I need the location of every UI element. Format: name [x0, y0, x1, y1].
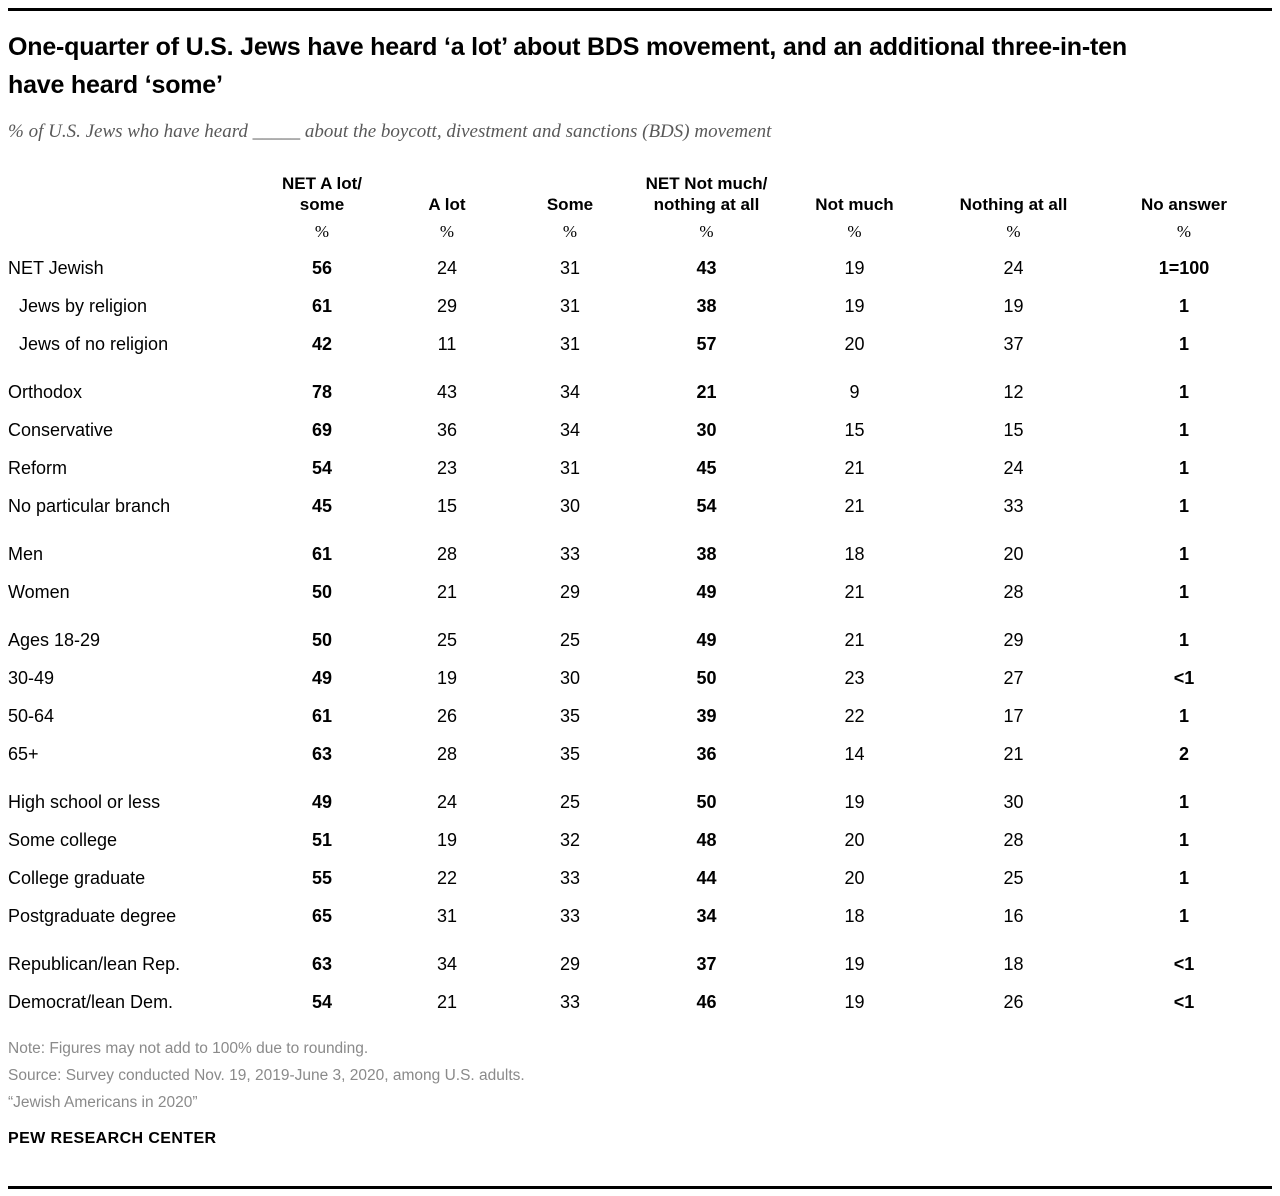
value-cell: 19 [1003, 295, 1024, 316]
value-cell: 35 [559, 705, 581, 726]
value-cell: 50 [696, 791, 717, 812]
value-cell: <1 [1173, 667, 1195, 688]
value-cell: 1 [1178, 867, 1189, 888]
value-cell: 31 [559, 457, 581, 478]
value-cell: 16 [1003, 905, 1024, 926]
unit-cell: % [699, 222, 714, 241]
value-cell: 25 [1003, 867, 1024, 888]
row-label: NET Jewish [8, 257, 104, 278]
source-text: Source: Survey conducted Nov. 19, 2019-June 3, 2020, among U.S. adults. [8, 1067, 525, 1084]
table-row [8, 525, 1272, 573]
col-header: No answer [1141, 195, 1227, 214]
value-cell: 42 [311, 333, 333, 354]
value-cell: 19 [844, 953, 865, 974]
value-cell: 2 [1178, 743, 1189, 764]
footnotes [8, 1035, 1272, 1116]
value-cell: 20 [844, 867, 865, 888]
value-cell: 19 [436, 667, 458, 688]
value-cell: 34 [559, 419, 581, 440]
table-row [8, 735, 1272, 773]
value-cell: 49 [696, 581, 717, 602]
table-body [8, 249, 1272, 1021]
value-cell: 51 [311, 829, 333, 850]
table-row [8, 325, 1272, 363]
unit-row [8, 215, 1272, 249]
value-cell: 1=100 [1158, 257, 1210, 278]
value-cell: 1 [1178, 829, 1189, 850]
value-cell: 43 [436, 381, 458, 402]
value-cell: 38 [696, 295, 717, 316]
value-cell: 1 [1178, 381, 1189, 402]
value-cell: 37 [696, 953, 717, 974]
table-row [8, 411, 1272, 449]
table-row [8, 821, 1272, 859]
value-cell: 49 [696, 629, 717, 650]
col-header: NET Not much/ nothing at all [645, 174, 768, 214]
brand-wordmark: PEW RESEARCH CENTER [8, 1130, 217, 1147]
unit-blank-cell [8, 215, 255, 249]
unit-cell: % [847, 222, 862, 241]
value-cell: 21 [844, 581, 865, 602]
row-label: College graduate [8, 867, 146, 888]
value-cell: 49 [311, 791, 333, 812]
value-cell: 45 [696, 457, 717, 478]
value-cell: 1 [1178, 791, 1189, 812]
value-cell: 25 [559, 629, 581, 650]
value-cell: 28 [436, 743, 458, 764]
table-row [8, 935, 1272, 983]
unit-cell: % [314, 222, 330, 241]
row-label: Ages 18-29 [8, 629, 101, 650]
value-cell: 19 [844, 991, 865, 1012]
table-row [8, 897, 1272, 935]
value-cell: 28 [436, 543, 458, 564]
row-label: 30-49 [8, 667, 55, 688]
value-cell: 23 [844, 667, 865, 688]
value-cell: 69 [311, 419, 333, 440]
row-label: 50-64 [8, 705, 55, 726]
value-cell: 1 [1178, 581, 1189, 602]
value-cell: 36 [696, 743, 717, 764]
value-cell: 55 [311, 867, 333, 888]
value-cell: 33 [559, 543, 581, 564]
value-cell: 21 [1003, 743, 1024, 764]
value-cell: 15 [1003, 419, 1024, 440]
value-cell: 32 [559, 829, 581, 850]
col-header: A lot [428, 195, 466, 214]
value-cell: 20 [1003, 543, 1024, 564]
corner-cell [8, 159, 255, 215]
header-row [8, 159, 1272, 215]
row-label: Jews of no religion [19, 333, 169, 354]
value-cell: 57 [696, 333, 717, 354]
value-cell: 21 [844, 457, 865, 478]
unit-cell: % [439, 222, 455, 241]
value-cell: 26 [436, 705, 458, 726]
value-cell: 1 [1178, 457, 1189, 478]
table-row [8, 363, 1272, 411]
value-cell: 37 [1003, 333, 1024, 354]
value-cell: 24 [436, 791, 458, 812]
value-cell: 22 [436, 867, 458, 888]
value-cell: 63 [311, 953, 333, 974]
value-cell: 19 [436, 829, 458, 850]
value-cell: 30 [559, 667, 581, 688]
row-label: Orthodox [8, 381, 83, 402]
row-label: Republican/lean Rep. [8, 953, 181, 974]
value-cell: 31 [436, 905, 458, 926]
value-cell: 46 [696, 991, 717, 1012]
value-cell: 18 [844, 905, 865, 926]
value-cell: 54 [696, 495, 717, 516]
value-cell: 50 [311, 629, 333, 650]
unit-cell: % [562, 222, 578, 241]
value-cell: 34 [696, 905, 717, 926]
value-cell: 33 [559, 905, 581, 926]
row-label: Jews by religion [19, 295, 148, 316]
value-cell: 35 [559, 743, 581, 764]
value-cell: 61 [311, 295, 333, 316]
value-cell: 43 [696, 257, 717, 278]
row-label: Women [8, 581, 70, 602]
value-cell: 30 [1003, 791, 1024, 812]
table-row [8, 859, 1272, 897]
value-cell: 61 [311, 705, 333, 726]
value-cell: 1 [1178, 333, 1189, 354]
table-row [8, 983, 1272, 1021]
value-cell: 34 [436, 953, 458, 974]
value-cell: 29 [1003, 629, 1024, 650]
data-table [8, 159, 1272, 1021]
col-header: Some [546, 195, 594, 214]
value-cell: 28 [1003, 829, 1024, 850]
value-cell: 39 [696, 705, 717, 726]
value-cell: 31 [559, 295, 581, 316]
value-cell: 1 [1178, 419, 1189, 440]
value-cell: 21 [844, 629, 865, 650]
row-label: Postgraduate degree [8, 905, 177, 926]
value-cell: 23 [436, 457, 458, 478]
value-cell: 45 [311, 495, 333, 516]
col-header: Not much [815, 195, 894, 214]
value-cell: 14 [844, 743, 865, 764]
row-label: Reform [8, 457, 68, 478]
chart-title: One-quarter of U.S. Jews have heard ‘a lot’ about BDS movement, and an additional three-in-ten have heard ‘some’ [8, 33, 1127, 99]
value-cell: 54 [311, 457, 333, 478]
value-cell: 25 [559, 791, 581, 812]
table-row [8, 573, 1272, 611]
col-header: NET A lot/ some [282, 174, 362, 214]
value-cell: 50 [311, 581, 333, 602]
table-row [8, 487, 1272, 525]
table-row [8, 287, 1272, 325]
value-cell: 1 [1178, 295, 1189, 316]
value-cell: 19 [844, 295, 865, 316]
value-cell: 26 [1003, 991, 1024, 1012]
value-cell: 1 [1178, 705, 1189, 726]
value-cell: 27 [1003, 667, 1024, 688]
value-cell: 29 [559, 581, 581, 602]
table-row [8, 449, 1272, 487]
row-label: Conservative [8, 419, 114, 440]
value-cell: 12 [1003, 381, 1024, 402]
value-cell: 36 [436, 419, 458, 440]
value-cell: 1 [1178, 629, 1189, 650]
note-text: Note: Figures may not add to 100% due to rounding. [8, 1040, 369, 1057]
value-cell: 17 [1003, 705, 1024, 726]
value-cell: 49 [311, 667, 333, 688]
value-cell: 1 [1178, 495, 1189, 516]
value-cell: 18 [844, 543, 865, 564]
value-cell: 25 [436, 629, 458, 650]
value-cell: 48 [696, 829, 717, 850]
value-cell: 22 [844, 705, 865, 726]
value-cell: 9 [849, 381, 860, 402]
value-cell: 21 [844, 495, 865, 516]
value-cell: 56 [311, 257, 333, 278]
value-cell: <1 [1173, 991, 1195, 1012]
value-cell: 29 [559, 953, 581, 974]
value-cell: 33 [1003, 495, 1024, 516]
value-cell: 1 [1178, 543, 1189, 564]
row-label: No particular branch [8, 495, 171, 516]
value-cell: 38 [696, 543, 717, 564]
value-cell: 20 [844, 829, 865, 850]
col-header: Nothing at all [959, 195, 1068, 214]
value-cell: 33 [559, 867, 581, 888]
value-cell: 24 [436, 257, 458, 278]
table-row [8, 773, 1272, 821]
value-cell: 31 [559, 257, 581, 278]
value-cell: 15 [436, 495, 458, 516]
top-rule [8, 8, 1272, 11]
value-cell: 50 [696, 667, 717, 688]
row-label: 65+ [8, 743, 39, 764]
value-cell: 78 [311, 381, 333, 402]
value-cell: 24 [1003, 457, 1024, 478]
value-cell: 21 [696, 381, 717, 402]
value-cell: 28 [1003, 581, 1024, 602]
value-cell: 61 [311, 543, 333, 564]
value-cell: 1 [1178, 905, 1189, 926]
value-cell: 20 [844, 333, 865, 354]
value-cell: 21 [436, 581, 458, 602]
unit-cell: % [1006, 222, 1021, 241]
value-cell: 33 [559, 991, 581, 1012]
value-cell: 19 [844, 257, 865, 278]
table-row [8, 697, 1272, 735]
row-label: Democrat/lean Dem. [8, 991, 174, 1012]
table-head [8, 159, 1272, 249]
value-cell: 18 [1003, 953, 1024, 974]
value-cell: 63 [311, 743, 333, 764]
value-cell: 34 [559, 381, 581, 402]
row-label: Men [8, 543, 44, 564]
value-cell: 65 [311, 905, 333, 926]
row-label: High school or less [8, 791, 161, 812]
table-row [8, 659, 1272, 697]
value-cell: 29 [436, 295, 458, 316]
value-cell: <1 [1173, 953, 1195, 974]
citation-text: “Jewish Americans in 2020” [8, 1094, 198, 1111]
value-cell: 24 [1003, 257, 1024, 278]
value-cell: 31 [559, 333, 581, 354]
value-cell: 19 [844, 791, 865, 812]
table-row [8, 249, 1272, 287]
value-cell: 15 [844, 419, 865, 440]
row-label: Some college [8, 829, 118, 850]
chart-subtitle: % of U.S. Jews who have heard _____ about the boycott, divestment and sanctions (BDS) movement [8, 121, 772, 142]
value-cell: 11 [437, 333, 457, 354]
unit-cell: % [1176, 222, 1192, 241]
value-cell: 30 [696, 419, 717, 440]
value-cell: 21 [436, 991, 458, 1012]
value-cell: 30 [559, 495, 581, 516]
value-cell: 54 [311, 991, 333, 1012]
table-row [8, 611, 1272, 659]
value-cell: 44 [696, 867, 717, 888]
